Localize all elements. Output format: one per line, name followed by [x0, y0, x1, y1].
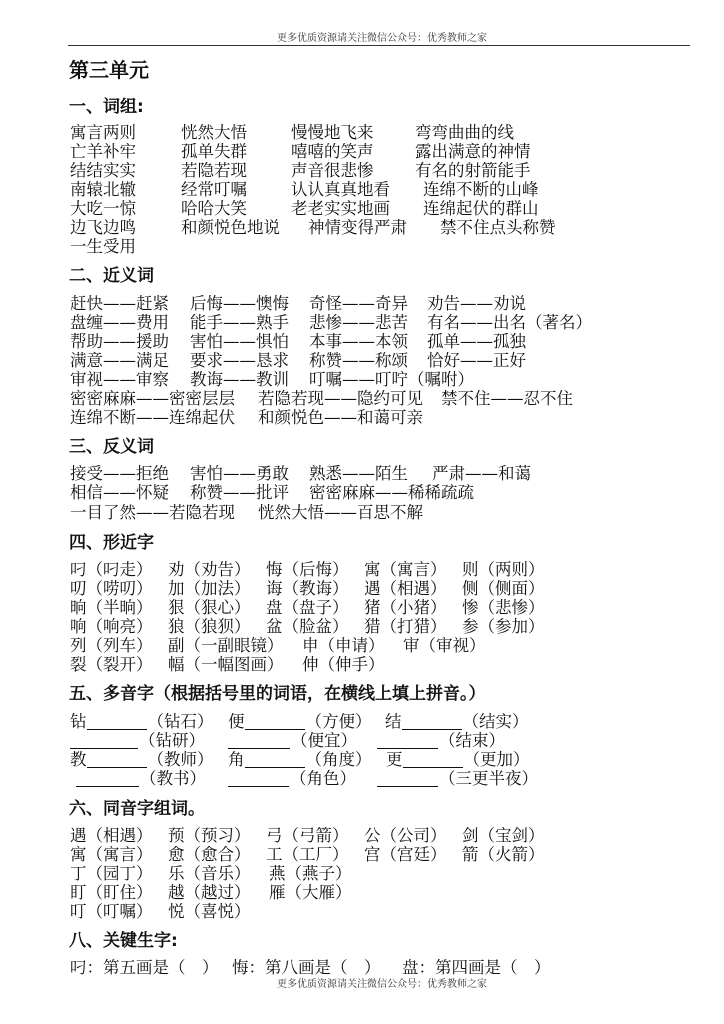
- phrase-item: 连绵起伏的群山: [423, 199, 539, 218]
- synonym-pair: 后悔——懊悔: [190, 294, 289, 313]
- phrase-item: 寓言两则: [70, 123, 136, 142]
- homophone-item: 雁（大雁）: [269, 883, 352, 902]
- pinyin-blank: [377, 734, 438, 749]
- polyphone-word: （更加）: [463, 750, 530, 769]
- phrase-item: 认认真真地看: [291, 180, 390, 199]
- homophone-item: 燕（燕子）: [269, 864, 352, 883]
- phrase-item: 经常叮嘱: [181, 180, 247, 199]
- section-heading-polyphones: 五、多音字（根据括号里的词语，在横线上填上拼音。）: [69, 684, 486, 704]
- antonym-pair: 密密麻麻——稀稀疏疏: [309, 483, 474, 502]
- section-heading-homophones: 六、同音字组词。: [69, 799, 205, 819]
- antonym-pair: 称赞——批评: [190, 483, 289, 502]
- polyphone-item: [228, 712, 372, 732]
- polyphone-word: （结实）: [462, 712, 529, 731]
- synonym-row: [0, 294, 724, 314]
- polyphone-word: （便宜）: [291, 731, 357, 750]
- polyphone-item: [385, 712, 529, 732]
- similar-char-item: 列（列车）: [70, 636, 153, 655]
- polyphone-row: [0, 750, 724, 770]
- synonym-pair: 帮助——援助: [70, 332, 169, 351]
- polyphone-item: [377, 769, 538, 789]
- homophone-row: [0, 902, 724, 922]
- pinyin-blank: [228, 734, 290, 749]
- header-note: 更多优质资源请关注微信公众号：优秀教师之家: [277, 33, 487, 44]
- polyphone-word: （角度）: [305, 750, 372, 769]
- header-divider: [68, 45, 690, 46]
- similar-char-row: [0, 617, 724, 637]
- homophone-row: [0, 826, 724, 846]
- section-heading-key-chars: 八、关键生字:: [69, 931, 178, 951]
- homophone-item: 公（公司）: [364, 826, 447, 845]
- antonym-pair: 严肃——和蔼: [432, 464, 531, 483]
- phrase-item: 若隐若现: [181, 161, 247, 180]
- similar-char-item: 寓（寓言）: [364, 560, 447, 579]
- polyphone-row: [0, 712, 724, 732]
- stroke-question-row: [0, 958, 724, 978]
- polyphone-word: （教师）: [147, 750, 214, 769]
- synonym-pair: 本事——本领: [309, 332, 408, 351]
- antonym-row: [0, 483, 724, 503]
- pinyin-blank: [377, 772, 438, 787]
- phrase-item: 结结实实: [70, 161, 136, 180]
- similar-char-item: 悔（后悔）: [266, 560, 349, 579]
- phrase-item: 亡羊补牢: [70, 142, 136, 161]
- homophone-item: 工（工厂）: [266, 845, 349, 864]
- homophone-item: 宫（宫廷）: [364, 845, 447, 864]
- homophone-item: 箭（火箭）: [462, 845, 545, 864]
- similar-char-row: [0, 560, 724, 580]
- pinyin-blank: [76, 772, 139, 787]
- stroke-question: 盘：第四画是（ ）: [402, 958, 551, 977]
- similar-char-item: 诲（教诲）: [266, 579, 349, 598]
- pinyin-blank: [245, 715, 305, 730]
- antonym-pair: 害怕——勇敢: [190, 464, 289, 483]
- section-heading-phrases: 一、词组:: [69, 97, 144, 117]
- synonym-pair: 悲惨——悲苦: [309, 313, 408, 332]
- synonym-pair: 若隐若现——隐约可见: [258, 389, 423, 408]
- antonym-pair: 一目了然——若隐若现: [70, 503, 235, 522]
- phrase-item: 禁不住点头称赞: [440, 218, 556, 237]
- synonym-row: [0, 408, 724, 428]
- pinyin-blank: [403, 753, 463, 768]
- homophone-row: [0, 845, 724, 865]
- homophone-item: 盯（盯住）: [70, 883, 153, 902]
- phrase-item: 恍然大悟: [181, 123, 247, 142]
- stroke-question: 叼：第五画是（ ）: [70, 958, 219, 977]
- homophone-item: 预（预习）: [168, 826, 251, 845]
- synonym-row: [0, 313, 724, 333]
- similar-char-row: [0, 579, 724, 599]
- similar-char-item: 猪（小猪）: [364, 598, 447, 617]
- homophone-row: [0, 883, 724, 903]
- polyphone-word: （钻石）: [147, 712, 214, 731]
- polyphone-item: [70, 712, 214, 732]
- similar-char-row: [0, 598, 724, 618]
- section-heading-antonyms: 三、反义词: [69, 437, 154, 457]
- polyphone-word: （三更半夜）: [439, 769, 538, 788]
- phrase-row: [0, 199, 724, 219]
- synonym-pair: 审视——审察: [70, 370, 169, 389]
- similar-char-item: 狠（狠心）: [168, 598, 251, 617]
- homophone-item: 悦（喜悦）: [168, 902, 251, 921]
- synonym-pair: 能手——熟手: [190, 313, 289, 332]
- polyphone-word: （教书）: [140, 769, 206, 788]
- pinyin-blank: [70, 734, 138, 749]
- synonym-pair: 孤单——孤独: [427, 332, 526, 351]
- synonym-pair: 劝告——劝说: [427, 294, 526, 313]
- phrase-item: 哈哈大笑: [181, 199, 247, 218]
- phrase-row: [0, 123, 724, 143]
- synonym-pair: 密密麻麻——密密层层: [70, 389, 235, 408]
- antonym-row: [0, 464, 724, 484]
- phrase-item: 嘻嘻的笑声: [291, 142, 374, 161]
- synonym-pair: 连绵不断——连绵起伏: [70, 408, 235, 427]
- polyphone-item: [377, 731, 505, 751]
- similar-char-item: 参（参加）: [462, 617, 545, 636]
- similar-char-item: 伸（伸手）: [302, 655, 385, 674]
- polyphone-char: 结: [385, 712, 402, 731]
- phrase-item: 大吃一惊: [70, 199, 136, 218]
- polyphone-char: 钻: [70, 712, 87, 731]
- phrase-item: 和颜悦色地说: [181, 218, 280, 237]
- phrase-item: 连绵不断的山峰: [423, 180, 539, 199]
- phrase-row: [0, 142, 724, 162]
- similar-char-item: 幅（一幅图画）: [168, 655, 284, 674]
- phrase-item: 一生受用: [70, 237, 136, 256]
- synonym-pair: 和颜悦色——和蔼可亲: [258, 408, 423, 427]
- antonym-pair: 恍然大悟——百思不解: [258, 503, 423, 522]
- similar-char-item: 猎（打猎）: [364, 617, 447, 636]
- similar-char-item: 则（两则）: [462, 560, 545, 579]
- phrase-row: [0, 237, 724, 257]
- polyphone-item: [76, 769, 206, 789]
- pinyin-blank: [402, 715, 462, 730]
- polyphone-item: [228, 750, 372, 770]
- phrase-row: [0, 218, 724, 238]
- footer-note: 更多优质资源请关注微信公众号：优秀教师之家: [277, 979, 487, 990]
- similar-char-item: 惨（悲惨）: [462, 598, 545, 617]
- polyphone-char: 角: [228, 750, 245, 769]
- homophone-item: 剑（宝剑）: [462, 826, 545, 845]
- polyphone-row: [0, 731, 724, 751]
- phrase-item: 边飞边鸣: [70, 218, 136, 237]
- synonym-row: [0, 370, 724, 390]
- polyphone-char: 教: [70, 750, 87, 769]
- antonym-pair: 接受——拒绝: [70, 464, 169, 483]
- similar-char-item: 劝（劝告）: [168, 560, 251, 579]
- synonym-pair: 害怕——惧怕: [190, 332, 289, 351]
- synonym-pair: 赶快——赶紧: [70, 294, 169, 313]
- similar-char-row: [0, 655, 724, 675]
- synonym-row: [0, 389, 724, 409]
- polyphone-item: [70, 731, 205, 751]
- stroke-question: 悔：第八画是（ ）: [232, 958, 381, 977]
- homophone-item: 愈（愈合）: [168, 845, 251, 864]
- phrase-item: 老老实实地画: [291, 199, 390, 218]
- phrase-row: [0, 180, 724, 200]
- polyphone-item: [228, 731, 357, 751]
- similar-char-item: 裂（裂开）: [70, 655, 153, 674]
- phrase-item: 神情变得严肃: [308, 218, 407, 237]
- similar-char-item: 响（响亮）: [70, 617, 153, 636]
- similar-char-row: [0, 636, 724, 656]
- similar-char-item: 叨（唠叨）: [70, 579, 153, 598]
- polyphone-item: [386, 750, 530, 770]
- synonym-pair: 奇怪——奇异: [309, 294, 408, 313]
- synonym-pair: 禁不住——忍不住: [441, 389, 573, 408]
- synonym-row: [0, 332, 724, 352]
- similar-char-item: 遇（相遇）: [364, 579, 447, 598]
- similar-char-item: 盆（脸盆）: [266, 617, 349, 636]
- unit-title: 第三单元: [69, 58, 149, 82]
- phrase-item: 慢慢地飞来: [291, 123, 374, 142]
- homophone-item: 寓（寓言）: [70, 845, 153, 864]
- homophone-item: 乐（音乐）: [168, 864, 251, 883]
- synonym-pair: 要求——恳求: [190, 351, 289, 370]
- polyphone-word: （角色）: [290, 769, 356, 788]
- pinyin-blank: [228, 772, 289, 787]
- phrase-item: 声音很悲惨: [291, 161, 374, 180]
- homophone-item: 越（越过）: [168, 883, 251, 902]
- homophone-item: 遇（相遇）: [70, 826, 153, 845]
- synonym-pair: 有名——出名（著名）: [427, 313, 592, 332]
- phrase-item: 弯弯曲曲的线: [415, 123, 514, 142]
- section-heading-synonyms: 二、近义词: [69, 266, 154, 286]
- similar-char-item: 副（一副眼镜）: [168, 636, 284, 655]
- similar-char-item: 盘（盘子）: [266, 598, 349, 617]
- polyphone-word: （方便）: [305, 712, 372, 731]
- synonym-pair: 满意——满足: [70, 351, 169, 370]
- similar-char-item: 申（申请）: [302, 636, 385, 655]
- homophone-item: 丁（园丁）: [70, 864, 153, 883]
- similar-char-item: 叼（叼走）: [70, 560, 153, 579]
- phrase-item: 露出满意的神情: [415, 142, 531, 161]
- synonym-pair: 教诲——教训: [190, 370, 289, 389]
- synonym-pair: 叮嘱——叮咛（嘱咐）: [309, 370, 474, 389]
- phrase-item: 孤单失群: [181, 142, 247, 161]
- section-heading-similar-chars: 四、形近字: [69, 533, 154, 553]
- similar-char-item: 晌（半晌）: [70, 598, 153, 617]
- synonym-pair: 称赞——称颂: [309, 351, 408, 370]
- polyphone-row: [0, 769, 724, 789]
- homophone-item: 弓（弓箭）: [266, 826, 349, 845]
- antonym-pair: 熟悉——陌生: [309, 464, 408, 483]
- synonym-row: [0, 351, 724, 371]
- antonym-pair: 相信——怀疑: [70, 483, 169, 502]
- homophone-row: [0, 864, 724, 884]
- pinyin-blank: [245, 753, 305, 768]
- phrase-item: 有名的射箭能手: [415, 161, 531, 180]
- polyphone-word: （钻研）: [139, 731, 205, 750]
- polyphone-item: [228, 769, 356, 789]
- polyphone-item: [70, 750, 214, 770]
- similar-char-item: 狼（狼狈）: [168, 617, 251, 636]
- similar-char-item: 审（审视）: [403, 636, 486, 655]
- similar-char-item: 侧（侧面）: [462, 579, 545, 598]
- synonym-pair: 恰好——正好: [427, 351, 526, 370]
- polyphone-word: （结束）: [439, 731, 505, 750]
- similar-char-item: 加（加法）: [168, 579, 251, 598]
- synonym-pair: 盘缠——费用: [70, 313, 169, 332]
- pinyin-blank: [87, 753, 147, 768]
- homophone-item: 叮（叮嘱）: [70, 902, 153, 921]
- pinyin-blank: [87, 715, 147, 730]
- polyphone-char: 更: [386, 750, 403, 769]
- phrase-item: 南辕北辙: [70, 180, 136, 199]
- polyphone-char: 便: [228, 712, 245, 731]
- antonym-row: [0, 503, 724, 523]
- phrase-row: [0, 161, 724, 181]
